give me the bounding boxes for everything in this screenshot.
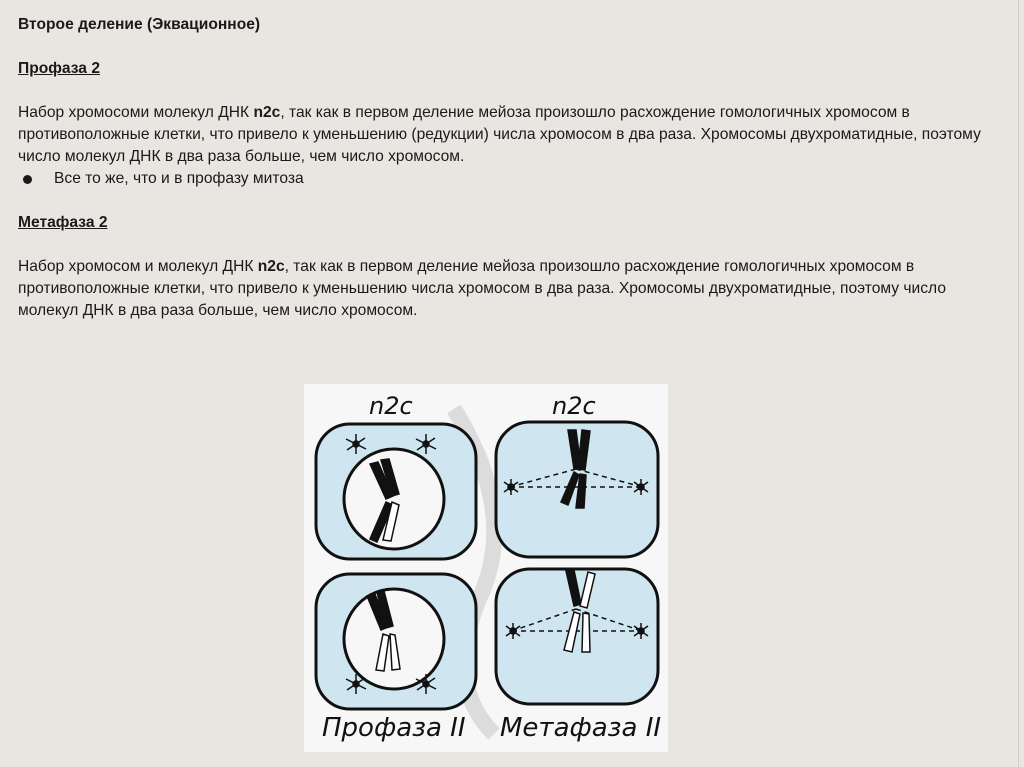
prophase-heading: Профаза 2	[18, 60, 100, 77]
nucleus	[344, 449, 444, 549]
left-formula: n2c	[369, 392, 413, 420]
meiosis-figure	[304, 384, 668, 752]
prophase-cell-bottom	[316, 574, 476, 709]
text-content	[18, 14, 1008, 322]
metaphase-cell-bottom	[496, 569, 658, 704]
slide-title: Второе деление (Эквационное)	[18, 16, 261, 33]
metaphase-text-end: , так как в первом деление мейоза произошло расхождение гомологичных хромосом в противоположные клетки, что привело к уменьшению числа хромосом в два раза. Хромосомы двухроматидные, поэтому число молекул ДНК в два раза больше, чем число хромосом.	[18, 258, 946, 319]
prophase-paragraph	[18, 102, 1008, 168]
bullet-item	[18, 168, 1008, 190]
right-caption: Метафаза II	[500, 713, 662, 743]
metaphase-paragraph	[18, 256, 1008, 322]
metaphase-text-start: Набор хромосом и молекул ДНК	[18, 258, 258, 275]
metaphase-cell-top	[496, 422, 658, 557]
slide-border	[1018, 0, 1019, 767]
bullet-text: Все то же, что и в профазу митоза	[54, 170, 304, 187]
left-caption: Профаза II	[322, 713, 466, 743]
prophase-text-start: Набор хромосоми молекул ДНК	[18, 104, 254, 121]
prophase-formula: n2c	[253, 104, 281, 121]
meiosis-diagram	[304, 384, 668, 752]
bullet-icon	[23, 175, 32, 184]
metaphase-heading: Метафаза 2	[18, 214, 108, 231]
right-formula: n2c	[552, 392, 596, 420]
metaphase-formula: n2c	[257, 258, 285, 275]
prophase-cell-top	[316, 424, 476, 559]
prophase-text-end: , так как в первом деление мейоза произошло расхождение гомологичных хромосом в противоположные клетки, что привело к уменьшению (редукции) числа хромосом в два раза. Хромосомы двухроматидные, поэтому число молекул ДНК в два раза больше, чем число хромосом.	[18, 104, 981, 165]
